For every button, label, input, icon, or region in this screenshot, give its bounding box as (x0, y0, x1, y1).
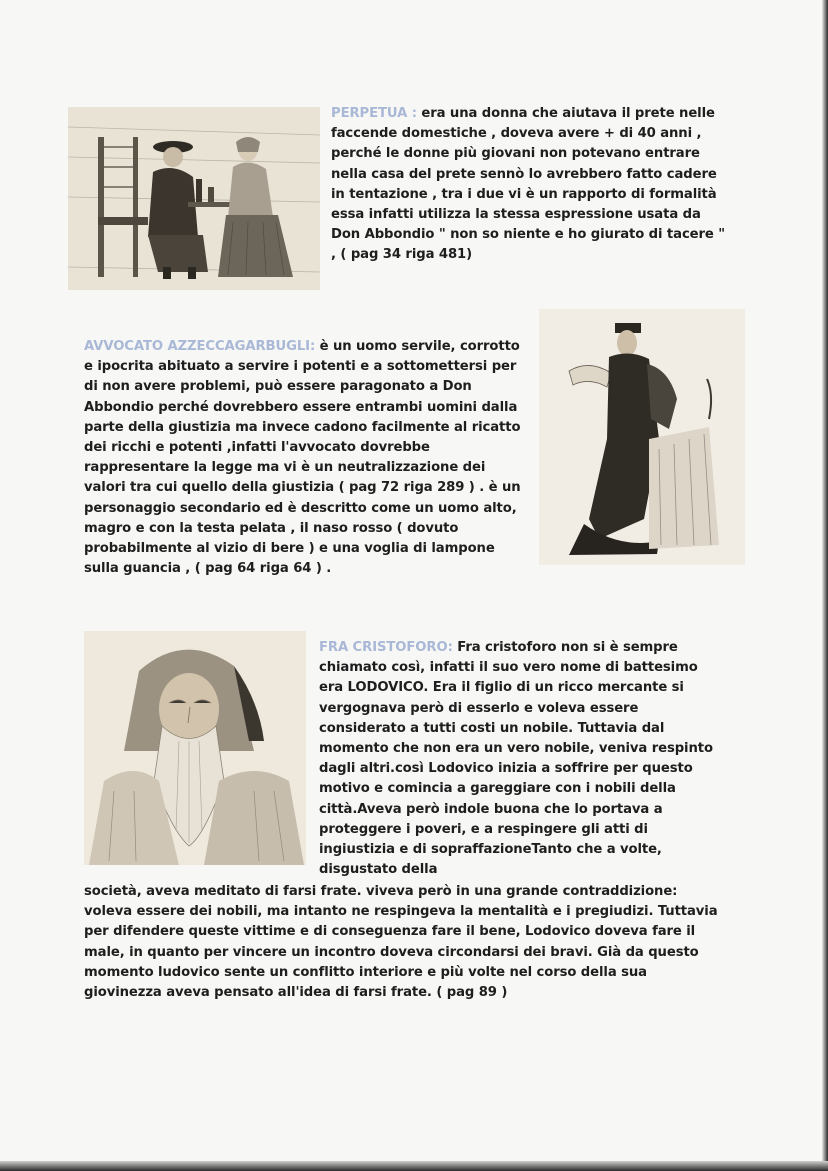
page-edge-right (822, 0, 828, 1171)
azzeccagarbugli-illustration (539, 309, 745, 565)
perpetua-illustration (68, 107, 320, 290)
cristoforo-text (319, 638, 725, 880)
azzeccagarbugli-text (84, 337, 524, 579)
cristoforo-illustration (84, 631, 306, 865)
perpetua-heading: PERPETUA : (331, 106, 417, 121)
perpetua-body: era una donna che aiutava il prete nelle faccende domestiche , doveva avere + di 40 anni , perché le donne più giovani non potevano entrare nella casa del prete sennò lo avrebbero fatto cadere in tentazione , tra i due vi è un rapporto di formalità essa infatti utilizza la stessa espressione usata da Don Abbondio " non so niente e ho giurato di tacere " , ( pag 34 riga 481) (331, 106, 726, 263)
cristoforo-body-continued: società, aveva meditato di farsi frate. viveva però in una grande contraddizione: voleva essere dei nobili, ma intanto ne respingeva la mentalità e i pregiudizi. Tuttavia per difendere queste vittime e di conseguenza fare il bene, Lodovico doveva fare il male, in quanto per vincere un incontro doveva circondarsi dei bravi. Già da questo momento ludovico sente un conflitto interiore e più volte nel corso della sua giovinezza aveva pensato all'idea di farsi frate. ( pag 89 ) (84, 884, 718, 1001)
page-edge-bottom (0, 1161, 828, 1171)
perpetua-text (331, 104, 726, 266)
cristoforo-body: Fra cristoforo non si è sempre chiamato così, infatti il suo vero nome di battesimo era LODOVICO. Era il figlio di un ricco mercante si vergognava però di esserlo e voleva essere considerato a tutti costi un nobile. Tuttavia dal momento che non era un vero nobile, veniva respinto dagli altri.così Lodovico inizia a soffrire per questo motivo e comincia a gareggiare con i nobili della città.Aveva però indole buona che lo portava a proteggere i poveri, e a respingere gli atti di ingiustizia e di sopraffazioneTanto che a volte, disgustato della (319, 640, 713, 878)
azzeccagarbugli-body: è un uomo servile, corrotto e ipocrita abituato a servire i potenti e a sottomettersi per di non avere problemi, può essere paragonato a Don Abbondio perché dovrebbero essere entrambi uomini dalla parte della giustizia ma invece cadono facilmente al ricatto dei ricchi e potenti ,infatti l'avvocato dovrebbe rappresentare la legge ma vi è un neutralizzazione dei valori tra cui quello della giustizia ( pag 72 riga 289 ) . è un personaggio secondario ed è descritto come un uomo alto, magro e con la testa pelata , il naso rosso ( dovuto probabilmente al vizio di bere ) e una voglia di lampone sulla guancia , ( pag 64 riga 64 ) . (84, 339, 521, 577)
azzeccagarbugli-heading: AVVOCATO AZZECCAGARBUGLI: (84, 339, 316, 354)
cristoforo-heading: FRA CRISTOFORO: (319, 640, 453, 655)
cristoforo-text-continued (84, 882, 726, 1003)
